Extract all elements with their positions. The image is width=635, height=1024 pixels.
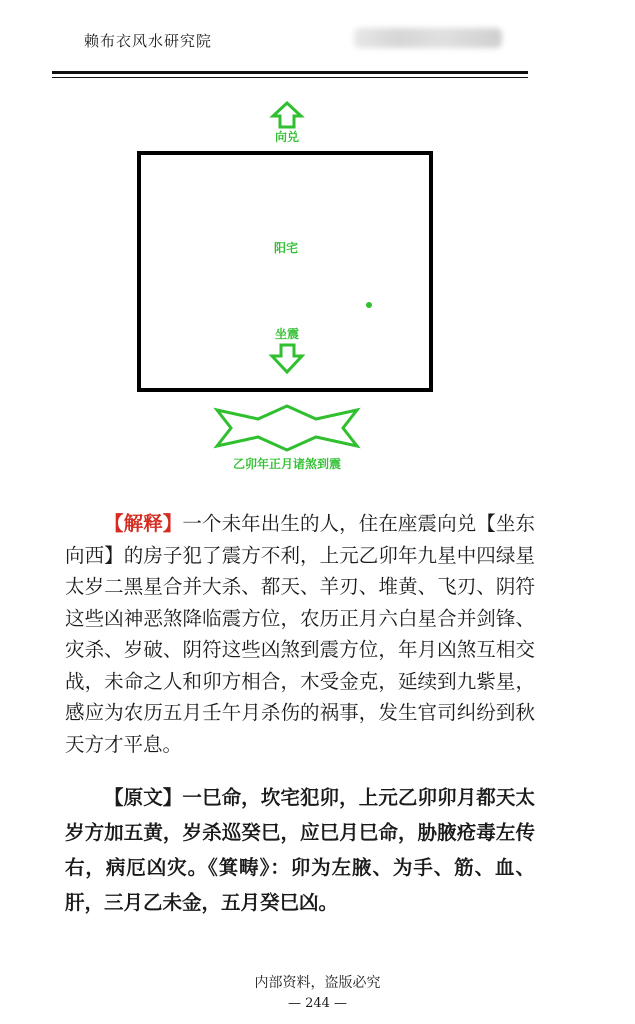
diagram-caption: 乙卯年正月诸煞到震 (232, 457, 342, 471)
original-tag: 【原文】 (104, 786, 183, 809)
original-text: 一巳命，坎宅犯卯，上元乙卯卯月都天太岁方加五黄，岁杀巡癸巳，应巳月巳命，胁腋疮毒左传右，病厄凶灾。《箕畴》：卯为左腋、为手、筋、血、肝，三月乙未金，五月癸巳凶。 (65, 786, 535, 914)
star-burst-icon (217, 406, 357, 450)
explanation-paragraph (65, 508, 535, 760)
explanation-text: 一个未年出生的人，住在座震向兑【坐东向西】的房子犯了震方不利，上元乙卯年九星中四绿星太岁二黑星合并大杀、都天、羊刃、堆黄、飞刃、阴符这些凶神恶煞降临震方位，农历正月六白星合并剑锋、灾杀、岁破、阴符这些凶煞到震方位，年月凶煞互相交战，未命之人和卯方相合，木受金克，延续到九紫星，感应为农历五月壬午月杀伤的祸事，发生官司纠纷到秋天方才平息。 (65, 512, 535, 756)
page-number: — 244 — (287, 996, 348, 1011)
footer-notice: 内部资料，盗版必究 (254, 975, 381, 991)
house-frame (139, 153, 431, 390)
original-text-paragraph (65, 780, 535, 920)
house-diagram (0, 0, 635, 480)
header-title: 赖布衣风水研究院 (84, 32, 213, 50)
dot-marker-icon (366, 302, 372, 308)
explanation-tag: 【解释】 (104, 512, 183, 535)
down-arrow-icon (272, 345, 302, 372)
facing-label: 向兑 (274, 130, 300, 144)
house-label: 阳宅 (273, 241, 299, 255)
sitting-label: 坐震 (274, 327, 300, 341)
up-arrow-icon (273, 103, 301, 127)
